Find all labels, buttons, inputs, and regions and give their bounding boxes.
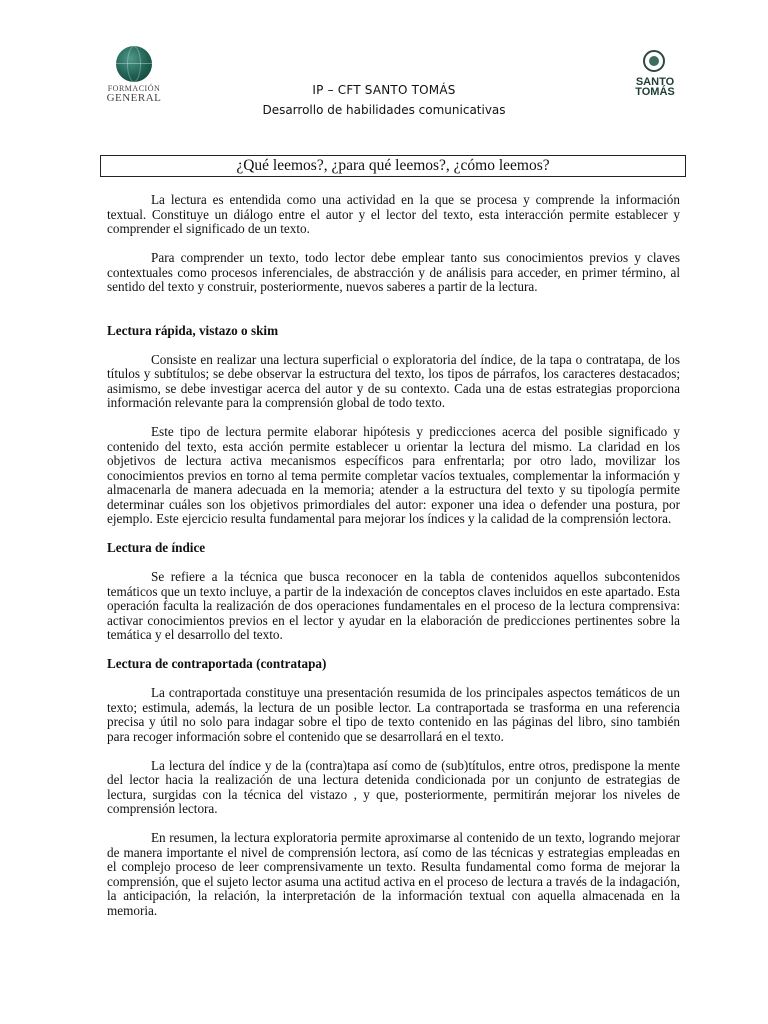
document-body [107, 193, 680, 933]
logo-left-line2: GENERAL [106, 92, 162, 104]
logo-right-line1: SANTO [635, 76, 675, 88]
course-header: Desarrollo de habilidades comunicativas [262, 103, 506, 117]
section-paragraph: Se refiere a la técnica que busca reconocer en la tabla de contenidos aquellos subcontenidos temáticos que un texto incluye, a partir de la indexación de conceptos claves incluidos en este apartado. Esta operación faculta la realización de dos operaciones fundamentales en el proceso de la lectura comprensiva: activar conocimientos previos en el lector y ayudar en la elaboración de predicciones pertinentes sobre la temática y el desarrollo del texto. [107, 569, 680, 642]
section-paragraph: En resumen, la lectura exploratoria permite aproximarse al contenido de un texto, logrando mejorar de manera importante el nivel de comprensión lectora, así como de las técnicas y estrategias empleadas en el complejo proceso de leer comprensivamente un texto. Resulta fundamental como forma de mejorar la comprensión, que el sujeto lector asuma una actitud activa en el proceso de lectura a través de la indagación, la anticipación, la relación, la interpretación de la información textual con aquella almacenada en la memoria. [107, 830, 680, 918]
logo-right-line2: TOMÁS [635, 86, 675, 98]
institution-header: IP – CFT SANTO TOMÁS [312, 83, 456, 97]
section-paragraph: La contraportada constituye una presentación resumida de los principales aspectos temáticos de un texto; estimula, además, la lectura de un posible lector. La contraportada se trasforma en una referencia precisa y útil no solo para indagar sobre el tipo de texto contenido en las páginas del libro, sino también para recoger información sobre el contenido que se desarrollará en el texto. [107, 685, 680, 744]
section-heading-contraportada: Lectura de contraportada (contratapa) [107, 656, 327, 671]
logo-left-line1: FORMACIÓN [107, 84, 161, 93]
section-paragraph: Consiste en realizar una lectura superficial o exploratoria del índice, de la tapa o contratapa, de los títulos y subtítulos; se debe observar la estructura del texto, los tipos de párrafos, los caracteres destacados; asimismo, se debe investigar acerca del autor y de su contexto. Cada una de estas estrategias proporciona información relevante para la comprensión global de todo texto. [107, 351, 680, 410]
intro-paragraph-1: La lectura es entendida como una actividad en la que se procesa y comprende la información textual. Constituye un diálogo entre el autor y el lector del texto, esta interacción permite establecer y comprender el significado de un texto. [107, 192, 680, 236]
section-paragraph: Este tipo de lectura permite elaborar hipótesis y predicciones acerca del posible significado y contenido del texto, esta acción permite establecer u orientar la lectura del mismo. La claridad en los objetivos de lectura activa mecanismos específicos para enfrentarla; por otro lado, movilizar los conocimientos previos en torno al tema permite completar vacíos textuales, complementar la información y almacenarla de manera adecuada en la memoria; atender a la estructura del texto y su tipología permite determinar cuáles son los objetivos primordiales del autor: exponer una idea o defender una postura, por ejemplo. Este ejercicio resulta fundamental para mejorar los índices y la calidad de la comprensión lectora. [107, 424, 680, 526]
section-heading-indice: Lectura de índice [107, 540, 206, 555]
document-title: ¿Qué leemos?, ¿para qué leemos?, ¿cómo leemos? [100, 155, 686, 177]
section-heading-skim: Lectura rápida, vistazo o skim [107, 322, 279, 338]
intro-paragraph-2: Para comprender un texto, todo lector debe emplear tanto sus conocimientos previos y claves contextuales como procesos inferenciales, de abstracción y de análisis para acceder, en primer término, al sentido del texto y construir, posteriormente, nuevos saberes a partir de la lectura. [107, 250, 680, 294]
section-paragraph: La lectura del índice y de la (contra)tapa así como de (sub)títulos, entre otros, predispone la mente del lector hacia la realización de una lectura detenida condicionada por un conjunto de estrategias de lectura, surgidas con la técnica del vistazo , y que, posteriormente, permitirán mejorar los niveles de comprensión lectora. [107, 757, 680, 816]
